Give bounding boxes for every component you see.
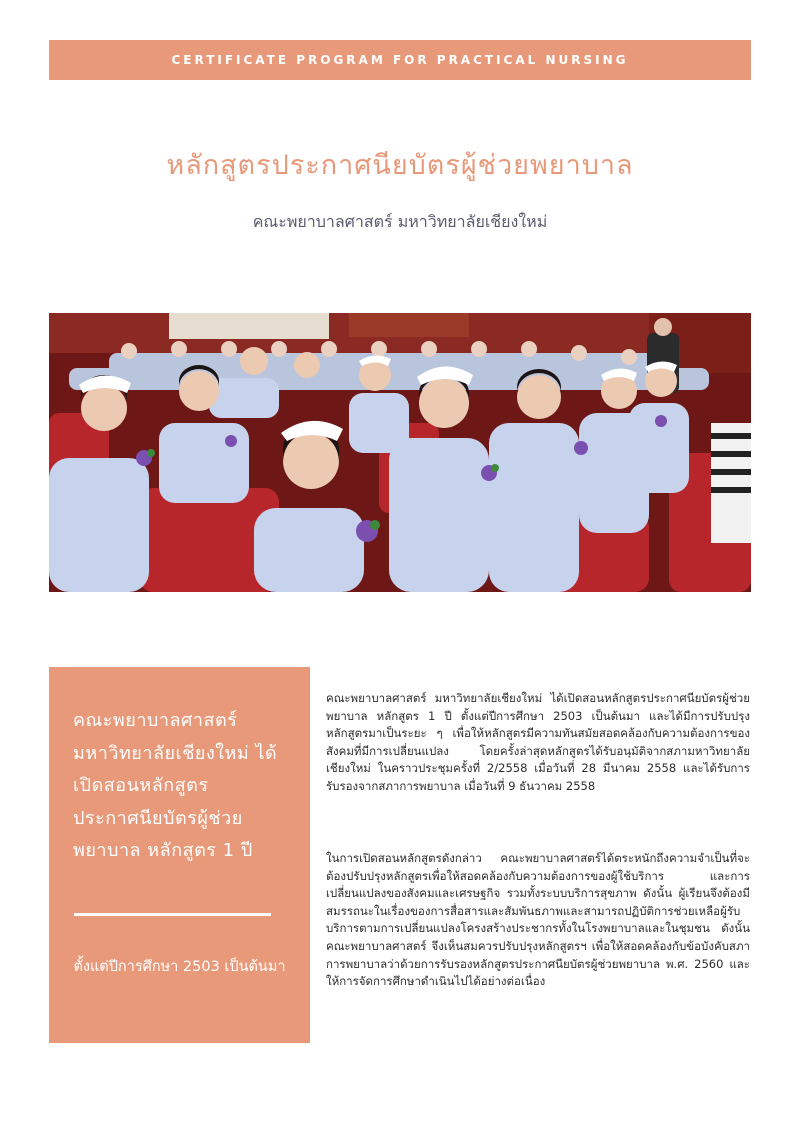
body-paragraph-1: คณะพยาบาลศาสตร์ มหาวิทยาลัยเชียงใหม่ ได้เปิดสอนหลักสูตรประกาศนียบัตรผู้ช่วยพยาบาล หลักสูตร 1 ปี ตั้งแต่ปีการศึกษา 2503 เป็นต้นมา และได้มีการปรับปรุงหลักสูตรมาเป็นระยะ ๆ เพื่อให้หลักสูตรมีความทันสมัยสอดคล้องกับความต้องการของสังคมที่มีการเปลี่ยนแปลง โดยครั้งล่าสุดหลักสูตรได้รับอนุมัติจากสภามหาวิทยาลัยเชียงใหม่ ในคราวประชุมครั้งที่ 2/2558 เมื่อวันที่ 28 มีนาคม 2558 และได้รับการรับรองจากสภาการพยาบาล เมื่อวันที่ 9 ธันวาคม 2558 — [326, 691, 750, 793]
body-paragraph-2: ในการเปิดสอนหลักสูตรดังกล่าว คณะพยาบาลศาสตร์ได้ตระหนักถึงความจำเป็นที่จะต้องปรับปรุงหลักสูตรเพื่อให้สอดคล้องกับความต้องการของผู้ใช้บริการ และการเปลี่ยนแปลงของสังคมและเศรษฐกิจ รวมทั้งระบบบริการสุขภาพ ดังนั้น ผู้เรียนจึงต้องมีสมรรถนะในเรื่องของการสื่อสารและสัมพันธภาพและสามารถปฏิบัติการช่วยเหลือผู้รับบริการตามการเปลี่ยนแปลงโครงสร้างประชากรทั้งในโรงพยาบาลและในชุมชน ดังนั้น คณะพยาบาลศาสตร์ จึงเห็นสมควรปรับปรุงหลักสูตรฯ เพื่อให้สอดคล้องกับข้อบังคับสภาการพยาบาลว่าด้วยการรับรองหลักสูตรประกาศนียบัตรผู้ช่วยพยาบาล พ.ศ. 2560 และให้การจัดการศึกษาดำเนินไปได้อย่างต่อเนื่อง — [326, 851, 750, 989]
sidebar-caption: ตั้งแต่ปีการศึกษา 2503 เป็นต้นมา — [73, 959, 286, 975]
header-banner — [49, 40, 751, 80]
sidebar-callout — [49, 667, 310, 1043]
sidebar-heading: คณะพยาบาลศาสตร์ มหาวิทยาลัยเชียงใหม่ ได้เปิดสอนหลักสูตร ประกาศนียบัตรผู้ช่วย พยาบาล หลักสูตร 1 ปี — [73, 710, 278, 861]
page-subtitle: คณะพยาบาลศาสตร์ มหาวิทยาลัยเชียงใหม่ — [252, 212, 548, 231]
page-title: หลักสูตรประกาศนียบัตรผู้ช่วยพยาบาล — [166, 150, 634, 181]
ceremony-photo — [49, 313, 751, 592]
sidebar-divider — [74, 913, 271, 916]
banner-text: CERTIFICATE PROGRAM FOR PRACTICAL NURSING — [171, 53, 629, 67]
